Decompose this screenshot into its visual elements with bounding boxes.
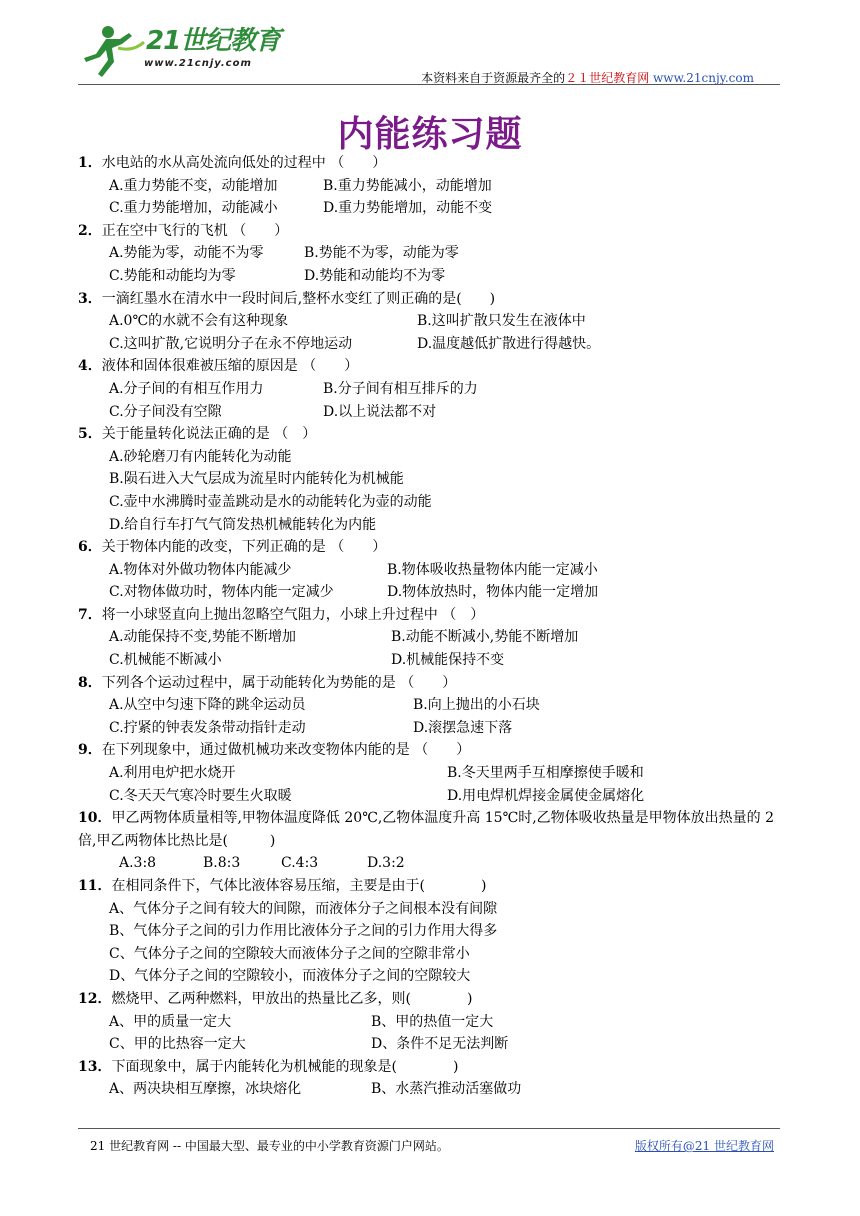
question-stem-line [78,672,784,695]
question-stem-line [78,355,784,378]
question-stem-line [78,220,784,243]
answer-option[interactable]: C.冬天天气寒冷时要生火取暖 [109,787,292,804]
answer-option[interactable]: A.0℃的水就不会有这种现象 [109,313,289,330]
question-stem-line [78,739,784,762]
question-stem-line [78,807,784,852]
header-source-url[interactable]: www.21cnjy.com [653,71,754,85]
answer-option[interactable]: D.用电焊机焊接金属使金属熔化 [447,787,645,804]
option-row [109,626,784,649]
question-3 [78,288,784,356]
answer-option[interactable]: A.重力势能不变，动能增加 [109,177,278,194]
answer-option[interactable]: B.分子间有相互排斥的力 [323,380,478,397]
question-number: 5． [78,426,102,443]
question-number: 6． [78,539,102,556]
question-11 [78,875,784,988]
question-stem-line [78,875,784,898]
option-row [109,175,784,198]
question-stem-line [78,536,784,559]
header-divider [78,84,780,85]
question-number: 10． [78,810,112,827]
question-options [78,1078,784,1101]
question-number: 13． [78,1058,112,1075]
option-row [109,265,784,288]
question-stem: 正在空中飞行的飞机 （ ） [101,222,289,239]
question-number: 8． [78,674,102,691]
answer-option[interactable]: C.这叫扩散,它说明分子在永不停地运动 [109,335,353,352]
option-row [109,717,784,740]
answer-option[interactable]: A.物体对外做功物体内能减少 [109,561,292,578]
answer-option[interactable]: D、条件不足无法判断 [371,1036,509,1053]
option-row [109,649,784,672]
question-number: 11． [78,878,112,894]
answer-option[interactable]: D.机械能保持不变 [391,652,505,669]
question-options [78,378,784,423]
question-stem: 下列各个运动过程中，属于动能转化为势能的是 （ ） [101,674,457,691]
question-options [78,175,784,220]
question-options [78,694,784,739]
option-row [109,852,784,875]
question-options [78,559,784,604]
answer-option[interactable]: A、甲的质量一定大 [109,1013,232,1030]
header-source-site[interactable]: ２１世纪教育网 [565,71,650,85]
footer-copyright-link[interactable]: 版权所有@21 世纪教育网 [634,1139,774,1153]
question-1 [78,152,784,220]
option-row [109,242,784,265]
question-stem-line [78,1056,784,1079]
question-number: 4． [78,358,102,375]
question-options [78,446,784,536]
question-5 [78,423,784,536]
question-stem-line [78,152,784,175]
answer-option[interactable]: B、甲的热值一定大 [371,1013,494,1030]
answer-option[interactable]: B.物体吸收热量物体内能一定减小 [387,561,598,578]
question-stem: 液体和固体很难被压缩的原因是 （ ） [101,358,359,375]
answer-option[interactable]: B.陨石进入大气层成为流星时内能转化为机械能 [109,471,404,488]
answer-option[interactable]: D.重力势能增加，动能不变 [323,200,493,217]
footer-divider [78,1128,780,1129]
option-row [109,1033,784,1056]
answer-option[interactable]: B.势能不为零，动能为零 [304,245,459,262]
question-stem: 水电站的水从高处流向低处的过程中 （ ） [101,155,387,171]
question-number: 12． [78,990,112,1007]
question-stem-line [78,288,784,311]
option-row [109,762,784,785]
logo [78,20,308,82]
answer-option[interactable]: D.温度越低扩散进行得越快。 [417,335,601,352]
answer-option[interactable]: B、水蒸汽推动活塞做功 [371,1081,522,1098]
answer-option[interactable]: A.分子间的有相互作用力 [109,380,264,397]
question-number: 3． [78,290,102,307]
question-options [78,242,784,287]
logo-text: 21世纪教育 [146,26,281,56]
option-row [109,581,784,604]
answer-option[interactable]: A.利用电炉把水烧开 [109,765,236,782]
option-row [109,378,784,401]
question-number: 9． [78,742,102,759]
question-options [78,762,784,807]
logo-url: www.21cnjy.com [144,58,252,69]
option-row [109,785,784,808]
option-row [109,333,784,356]
answer-option[interactable]: D.物体放热时，物体内能一定增加 [387,584,599,601]
question-9 [78,739,784,807]
answer-option[interactable]: B.向上抛出的小石块 [413,697,540,714]
answer-option[interactable]: D.3:2 [367,855,405,872]
question-6 [78,536,784,604]
question-8 [78,672,784,740]
question-stem: 一滴红墨水在清水中一段时间后,整杯水变红了则正确的是( ) [101,290,496,307]
question-stem: 燃烧甲、乙两种燃料，甲放出的热量比乙多，则( ) [111,990,473,1007]
answer-option[interactable]: A、气体分子之间有较大的间隙，而液体分子之间根本没有间隙 [109,900,498,917]
question-stem: 将一小球竖直向上抛出忽略空气阻力，小球上升过程中 （ ） [101,606,485,623]
question-options [78,898,784,988]
answer-option[interactable]: C、甲的比热容一定大 [109,1036,246,1053]
question-list [78,152,784,1101]
header-source-prefix: 本资料来自于资源最齐全的 [421,71,566,85]
answer-option[interactable]: B.重力势能减小，动能增加 [323,177,492,194]
option-row [109,694,784,717]
option-row [109,310,784,333]
answer-option[interactable]: D.以上说法都不对 [323,403,437,420]
footer-text: 21 世纪教育网 -- 中国最大型、最专业的中小学教育资源门户网站。 [90,1139,449,1153]
answer-option[interactable]: C.拧紧的钟表发条带动指针走动 [109,719,306,736]
answer-option[interactable]: C.分子间没有空隙 [109,403,222,420]
answer-option[interactable]: D.势能和动能均不为零 [304,267,446,284]
answer-option[interactable]: B.这叫扩散只发生在液体中 [417,313,586,330]
option-row [109,1011,784,1034]
answer-option[interactable]: B.8:3 [203,855,241,872]
option-row [109,559,784,582]
answer-option[interactable]: A、两决块相互摩擦，冰块熔化 [109,1081,302,1098]
question-7 [78,604,784,672]
answer-option[interactable]: A.从空中匀速下降的跳伞运动员 [109,697,306,714]
question-stem-line [78,604,784,627]
question-stem: 下面现象中，属于内能转化为机械能的现象是( ) [111,1058,459,1075]
answer-option[interactable]: C.对物体做功时，物体内能一定减少 [109,584,334,601]
question-number: 2． [78,222,102,239]
question-options [78,1011,784,1056]
question-4 [78,355,784,423]
question-stem: 甲乙两物体质量相等,甲物体温度降低 20℃,乙物体温度升高 15℃时,乙物体吸收热量是甲物体放出热量的 2 倍,甲乙两物体比热比是( ) [78,810,775,849]
question-stem: 在下列现象中，通过做机械功来改变物体内能的是 （ ） [101,742,471,759]
question-number: 1． [78,155,102,171]
question-10 [78,807,784,875]
question-stem-line [78,988,784,1011]
answer-option[interactable]: A.势能为零，动能不为零 [109,245,264,262]
answer-option[interactable]: D、气体分子之间的空隙较小，而液体分子之间的空隙较大 [109,968,471,985]
running-figure-icon [78,24,148,80]
answer-option[interactable]: C.重力势能增加，动能减小 [109,200,278,217]
question-stem-line [78,423,784,446]
question-13 [78,1056,784,1101]
answer-option[interactable]: C.机械能不断减小 [109,652,222,669]
question-options [78,310,784,355]
question-stem: 在相同条件下，气体比液体容易压缩，主要是由于( ) [111,878,487,894]
answer-option[interactable]: C.势能和动能均为零 [109,267,236,284]
question-stem: 关于物体内能的改变，下列正确的是 （ ） [101,539,387,556]
question-options [78,626,784,671]
option-row [109,401,784,424]
answer-option[interactable]: D.滚摆急速下落 [413,719,513,736]
answer-option[interactable]: B.动能不断减小,势能不断增加 [391,629,579,646]
answer-option[interactable]: C.4:3 [281,855,319,872]
answer-option[interactable]: A.砂轮磨刀有内能转化为动能 [109,448,292,465]
answer-option[interactable]: D.给自行车打气气筒发热机械能转化为内能 [109,516,377,533]
question-stem: 关于能量转化说法正确的是 （ ） [101,426,317,443]
answer-option[interactable]: B.冬天里两手互相摩擦使手暖和 [447,765,644,782]
answer-option[interactable]: C、气体分子之间的空隙较大而液体分子之间的空隙非常小 [109,945,470,962]
answer-option[interactable]: A.动能保持不变,势能不断增加 [109,629,297,646]
option-row [109,197,784,220]
question-options [78,852,784,875]
option-row [109,1078,784,1101]
answer-option[interactable]: C.壶中水沸腾时壶盖跳动是水的动能转化为壶的动能 [109,493,432,510]
answer-option[interactable]: B、气体分子之间的引力作用比液体分子之间的引力作用大得多 [109,923,498,940]
answer-option[interactable]: A.3:8 [119,855,157,872]
page-header [78,20,780,84]
question-number: 7． [78,606,102,623]
page-title: 内能练习题 [337,114,523,155]
question-12 [78,988,784,1056]
question-2 [78,220,784,288]
